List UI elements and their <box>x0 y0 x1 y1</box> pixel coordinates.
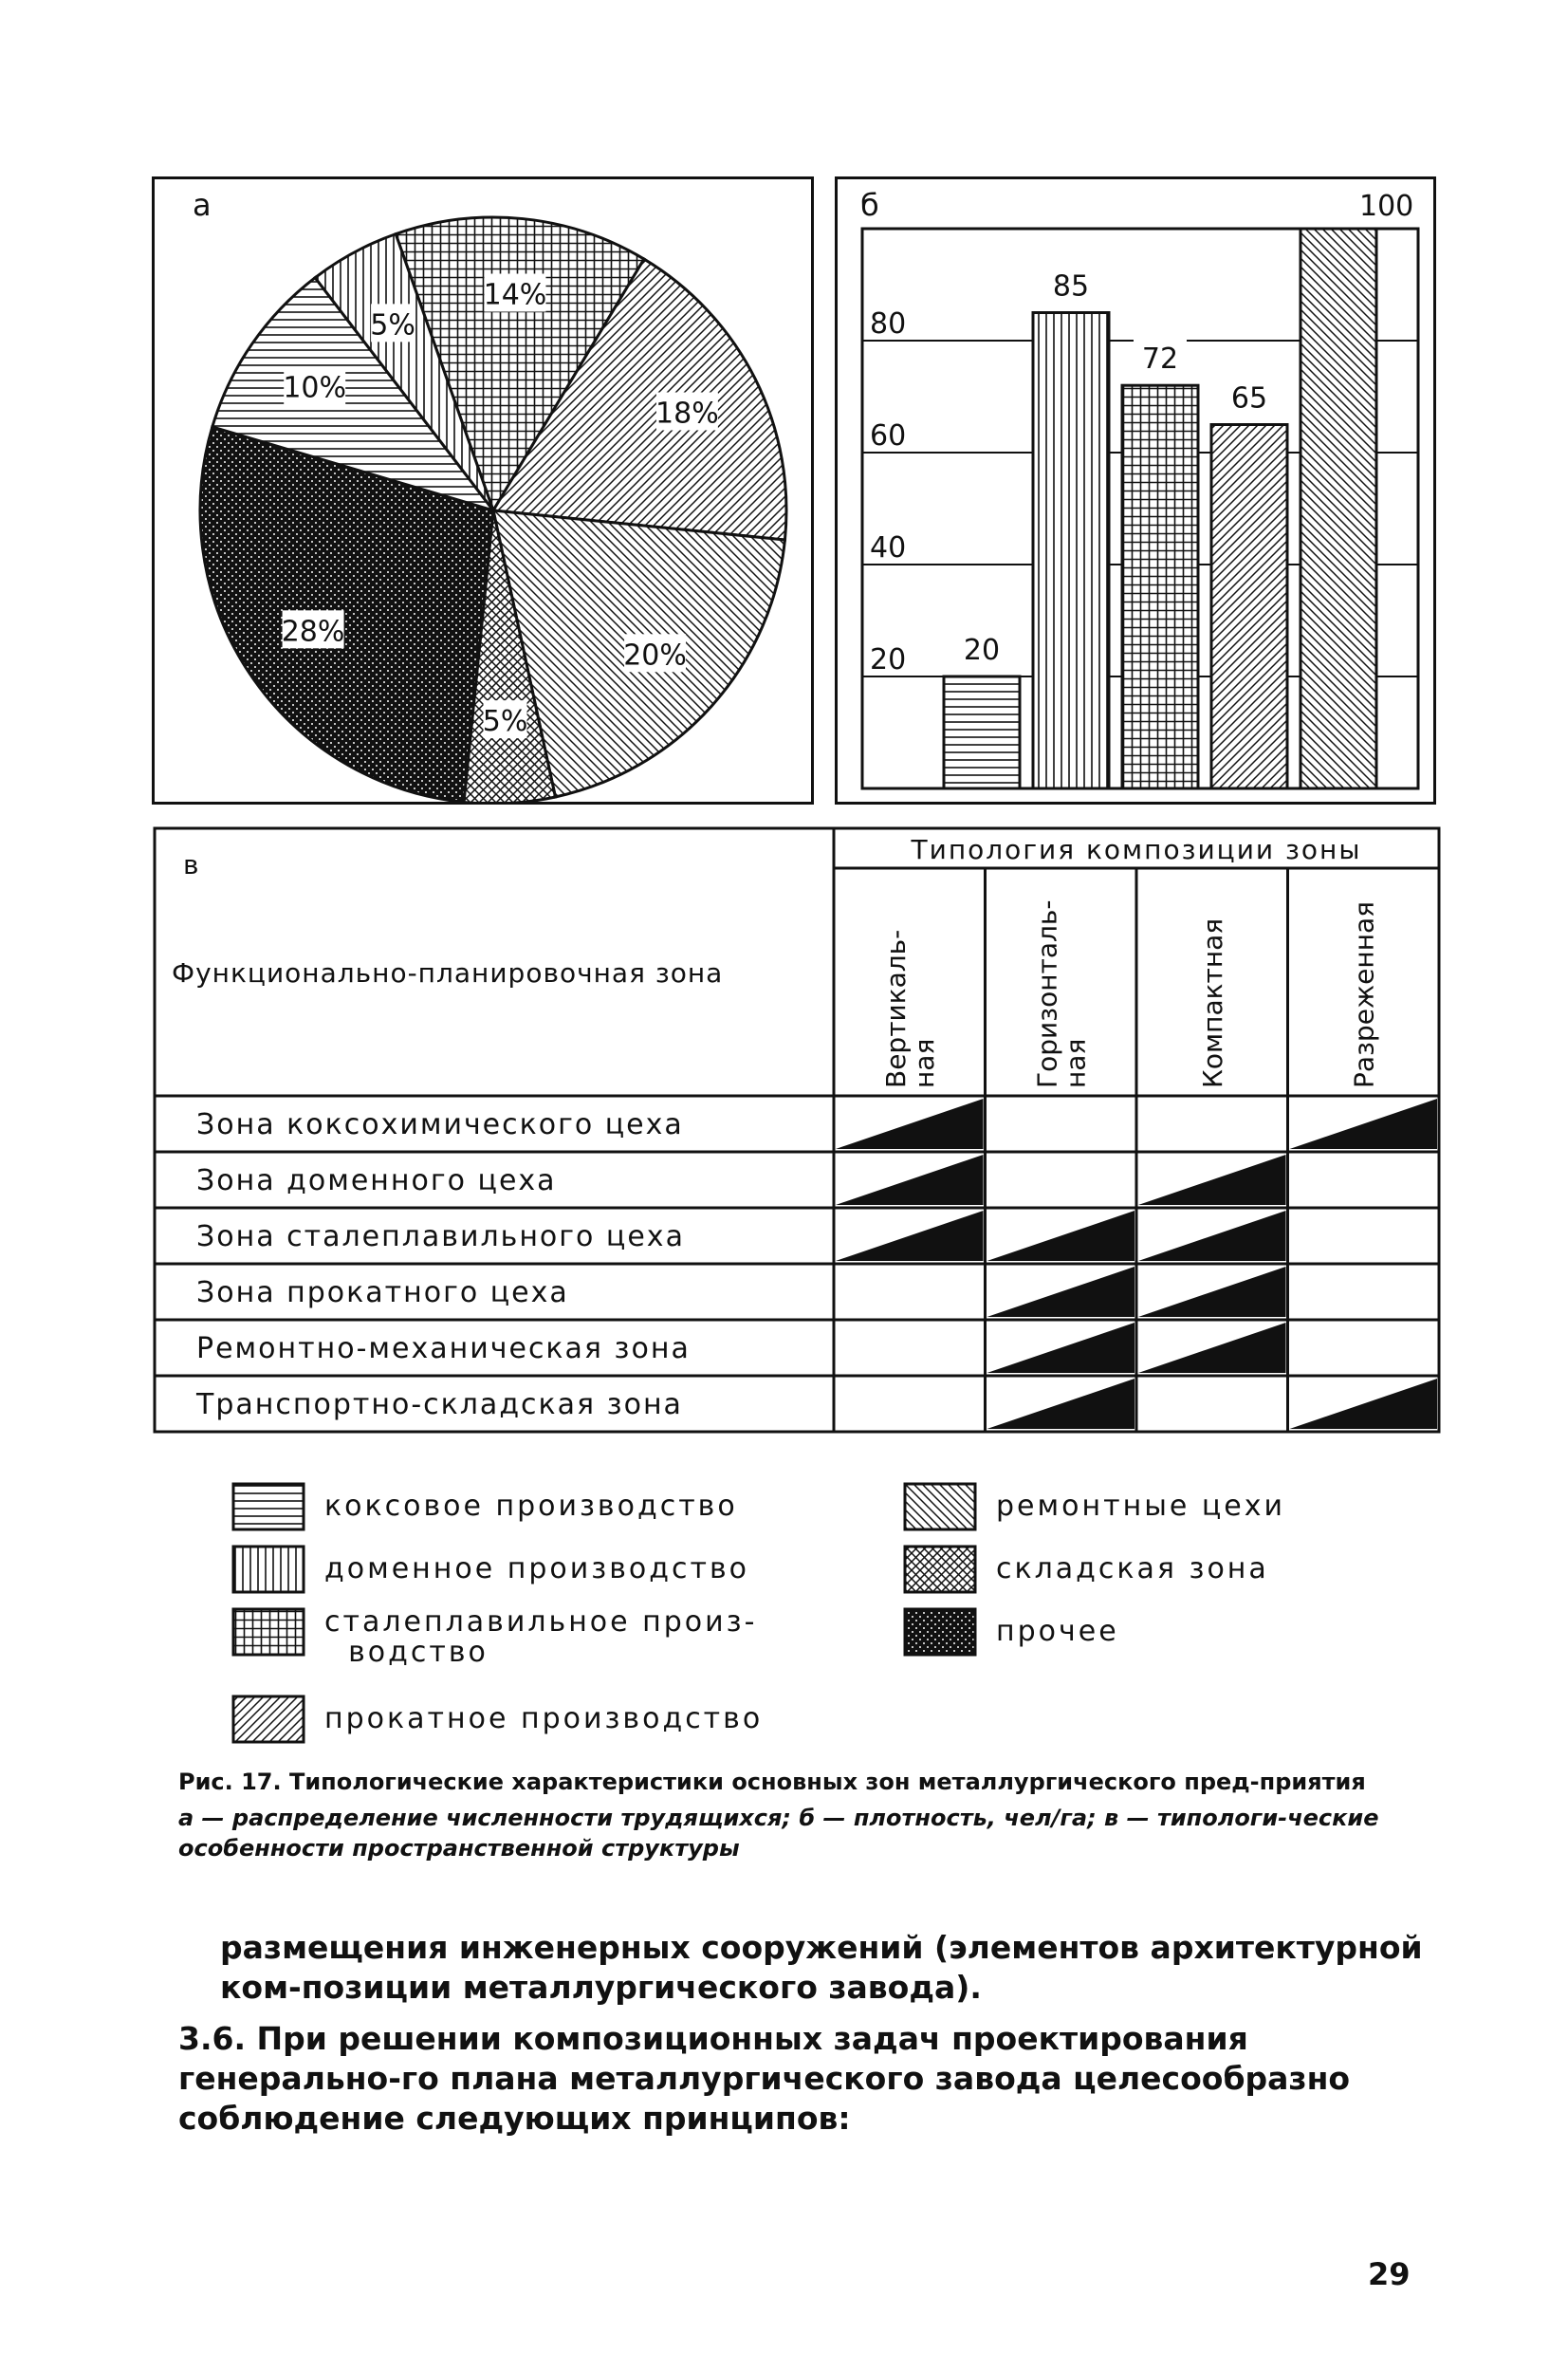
bar-value-label: 20 <box>963 634 1001 667</box>
legend-swatch <box>231 1607 307 1657</box>
y-tick-label: 80 <box>870 307 907 341</box>
bar <box>1122 385 1198 788</box>
legend-item <box>903 1545 1269 1594</box>
pie-slice-label: 18% <box>655 397 719 431</box>
pie-slice-label: 20% <box>623 639 687 673</box>
typology-table <box>152 825 1442 1452</box>
bar <box>1033 313 1109 789</box>
row-header: Функционально-планировочная зона <box>172 957 724 989</box>
section-number: 3.6. <box>178 2020 246 2057</box>
svg-text:ная: ная <box>1060 1038 1092 1088</box>
pie-slice-label: 5% <box>370 308 415 343</box>
svg-text:Вертикаль-: Вертикаль- <box>879 929 912 1088</box>
panel-label-a: а <box>193 187 212 223</box>
legend-label: коксовое производство <box>324 1490 738 1523</box>
bar <box>944 676 1020 788</box>
panel-label-b: б <box>860 187 879 223</box>
pie-slice-label: 28% <box>281 615 345 649</box>
svg-text:Компактная: Компактная <box>1196 917 1228 1088</box>
pie-chart <box>155 179 811 802</box>
panel-label-v: в <box>183 849 199 880</box>
bar-value-label: 72 <box>1141 343 1179 377</box>
legend-swatch <box>231 1545 307 1594</box>
y-tick-label: 60 <box>870 419 907 453</box>
pie-chart-panel <box>152 176 814 805</box>
pie-slice-label: 14% <box>483 278 547 312</box>
pie-slice-label: 10% <box>283 371 347 405</box>
table-row-label: Транспортно-складская зона <box>196 1388 683 1421</box>
legend-swatch <box>903 1607 979 1657</box>
legend-label: складская зона <box>996 1552 1269 1585</box>
pie-slice-label: 5% <box>482 705 528 739</box>
bar-value-label: 85 <box>1052 269 1090 304</box>
bar <box>1301 229 1376 788</box>
legend-label: прокатное производство <box>324 1702 764 1735</box>
svg-text:ная: ная <box>908 1038 940 1088</box>
column-header <box>1197 918 1228 1088</box>
legend-item <box>903 1607 1119 1657</box>
group-header: Типология композиции зоны <box>911 834 1362 865</box>
legend-label: сталеплавильное произ- водство <box>324 1605 758 1669</box>
y-tick-label: 100 <box>1359 190 1414 223</box>
legend-swatch <box>903 1545 979 1594</box>
caption-title: Рис. 17. Типологические характеристики основных зон металлургического пред-приятия <box>178 1769 1366 1795</box>
legend-item <box>231 1545 749 1594</box>
legend-swatch <box>231 1695 307 1744</box>
page-number: 29 <box>1368 2256 1411 2292</box>
table-row-label: Зона прокатного цеха <box>196 1276 569 1309</box>
caption-description: а — распределение численности трудящихся; б — плотность, чел/га; в — типологи-ческие особенности пространственной структуры <box>178 1805 1379 1862</box>
svg-text:Разреженная: Разреженная <box>1348 901 1380 1088</box>
bar-chart-panel <box>835 176 1436 805</box>
y-tick-label: 20 <box>870 643 907 676</box>
legend-swatch <box>903 1482 979 1531</box>
legend-item <box>903 1482 1285 1531</box>
bar <box>1211 425 1287 789</box>
table-row-label: Ремонтно-механическая зона <box>196 1332 691 1365</box>
legend-label: доменное производство <box>324 1552 750 1585</box>
table-row-label: Зона доменного цеха <box>196 1164 557 1197</box>
legend-item <box>231 1482 738 1531</box>
bar-chart <box>838 179 1433 802</box>
body-paragraph-2-text: При решении композиционных задач проектирования генерально-го плана металлургического завода целесообразно соблюдение следующих принципов: <box>178 2020 1351 2137</box>
legend-item <box>231 1695 763 1744</box>
y-tick-label: 40 <box>870 531 907 565</box>
table-row-label: Зона сталеплавильного цеха <box>196 1220 685 1253</box>
body-paragraph-2 <box>178 2019 1444 2139</box>
body-paragraph-1: размещения инженерных сооружений (элементов архитектурной ком-позиции металлургического завода). <box>220 1929 1423 2006</box>
svg-text:Горизонталь-: Горизонталь- <box>1031 899 1063 1088</box>
legend-label: ремонтные цехи <box>996 1490 1285 1523</box>
table-row-label: Зона коксохимического цеха <box>196 1108 684 1141</box>
legend-item <box>231 1607 757 1668</box>
figure-caption <box>178 1767 1421 1863</box>
legend-label: прочее <box>996 1615 1119 1648</box>
legend-swatch <box>231 1482 307 1531</box>
bar-value-label: 65 <box>1230 381 1268 416</box>
column-header <box>1348 901 1379 1088</box>
